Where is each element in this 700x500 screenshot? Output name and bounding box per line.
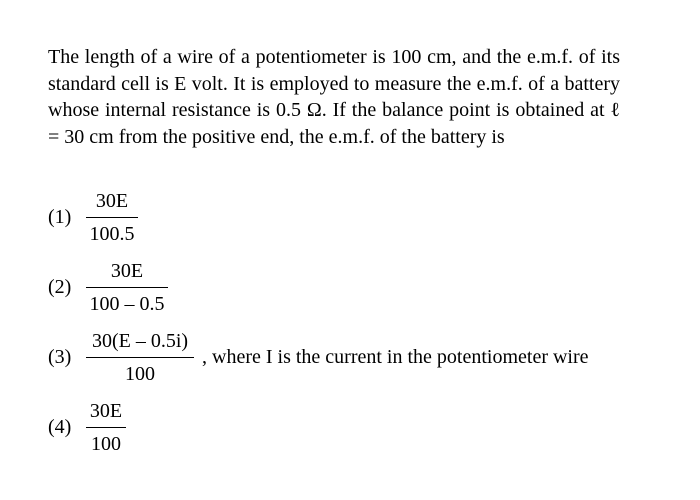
option-suffix: , where I is the current in the potentiometer wire: [202, 346, 589, 369]
fraction-numerator: 30E: [95, 190, 129, 212]
fraction-numerator: 30E: [110, 260, 144, 282]
option-fraction: [86, 330, 194, 385]
option-3[interactable]: [48, 330, 589, 385]
option-number: (4): [48, 416, 72, 439]
fraction-denominator: 100.5: [89, 223, 135, 246]
fraction-numerator: 30(E – 0.5i): [91, 330, 189, 352]
option-2[interactable]: [48, 260, 168, 315]
option-fraction: [86, 190, 138, 245]
option-1[interactable]: [48, 190, 138, 245]
option-fraction: [86, 400, 126, 455]
option-number: (2): [48, 276, 72, 299]
option-number: (3): [48, 346, 72, 369]
fraction-denominator: 100: [125, 363, 155, 386]
option-4[interactable]: [48, 400, 126, 455]
question-text: The length of a wire of a potentiometer is 100 cm, and the e.m.f. of its standard cell is E volt. It is employed to measure the e.m.f. of a battery whose internal resistance is 0.5 Ω. If the balance point is obtained at ℓ = 30 cm from the positive end, the e.m.f. of the battery is: [48, 46, 620, 148]
fraction-numerator: 30E: [89, 400, 123, 422]
fraction-denominator: 100 – 0.5: [89, 293, 165, 316]
option-fraction: [86, 260, 168, 315]
option-number: (1): [48, 206, 72, 229]
fraction-denominator: 100: [91, 433, 121, 456]
